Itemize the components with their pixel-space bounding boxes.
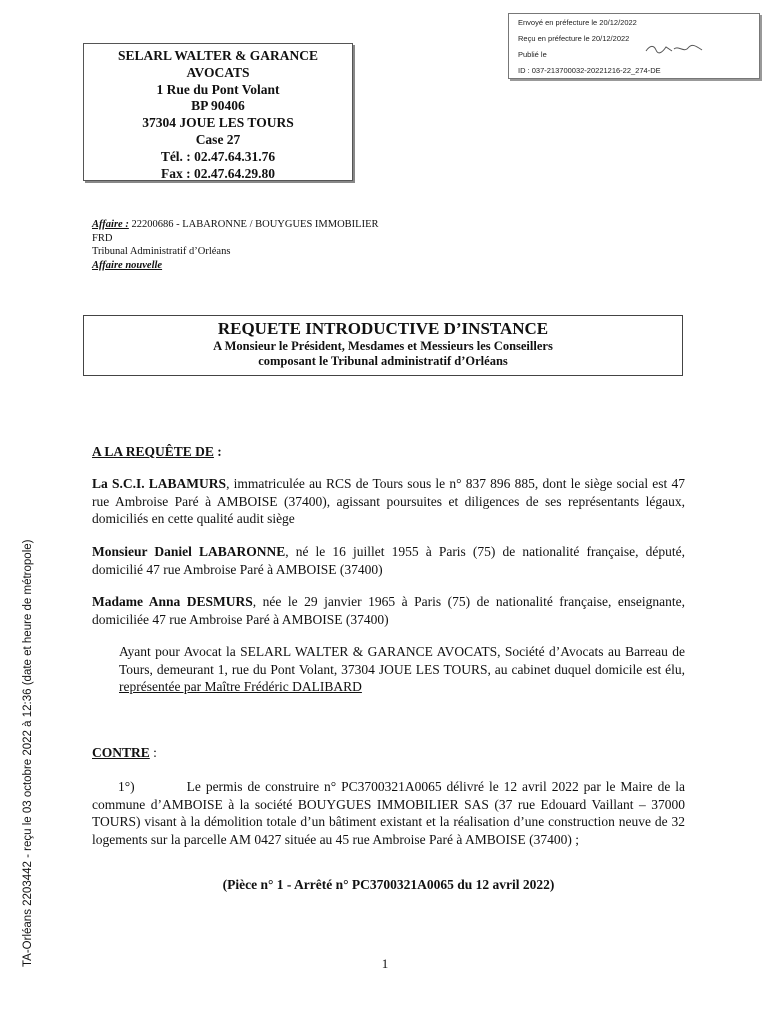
firm-address: 1 Rue du Pont Volant [156, 81, 280, 97]
plaintiff-monsieur-details: , né le 16 juillet 1955 à Paris (75) de nationalité française, député, domicilié 47 rue Ambroise Paré à AMBOISE (37400) [92, 544, 686, 577]
firm-bp: BP 90406 [191, 98, 245, 114]
contre-heading: CONTRE [92, 745, 150, 760]
stamp-published-line: Publié le [518, 50, 547, 59]
case-frd: FRD [92, 232, 113, 244]
prefecture-stamp [508, 13, 760, 79]
plaintiff-sci-name: La S.C.I. LABAMURS [92, 476, 227, 491]
plaintiff-sci [92, 475, 685, 528]
stamp-received-line: Reçu en préfecture le 20/12/2022 [518, 34, 630, 43]
firm-letterhead [83, 43, 353, 181]
registry-margin-note: TA-Orléans 2203442 - reçu le 03 octobre 2022 à 12:36 (date et heure de métropole) [22, 539, 34, 967]
requete-heading-colon: : [213, 444, 222, 459]
contested-item-number: 1°) [118, 779, 135, 794]
contre-heading-line [92, 744, 157, 762]
case-line [92, 218, 379, 232]
page-number: 1 [381, 956, 389, 971]
counsel-text: Ayant pour Avocat la SELARL WALTER & GARANCE AVOCATS, Société d’Avocats au Barreau de Tours, demeurant 1, rue du Pont Volant, 37304 JOUE LES TOURS, au cabinet duquel domicile est élu, [119, 644, 685, 677]
plaintiff-monsieur [92, 543, 685, 578]
case-reference [92, 218, 379, 272]
case-label: Affaire : [92, 219, 129, 230]
exhibit-reference: (Pièce n° 1 - Arrêté n° PC3700321A0065 du 12 avril 2022) [222, 877, 555, 892]
counsel-representative: représentée par Maître Frédéric DALIBARD [119, 679, 362, 694]
firm-subtitle: AVOCATS [186, 64, 250, 80]
counsel-paragraph [119, 643, 685, 696]
firm-case: Case 27 [195, 131, 241, 147]
plaintiff-madame [92, 593, 685, 628]
requete-heading-line [92, 443, 222, 461]
firm-city: 37304 JOUE LES TOURS [142, 115, 294, 131]
stamp-signature-icon [644, 43, 704, 55]
plaintiff-sci-details: , immatriculée au RCS de Tours sous le n° 837 896 885, dont le siège social est 47 rue Ambroise Paré à AMBOISE (37400), agissant poursuites et diligences de ses représentants légaux, domiciliés en cette qualité audit siège [92, 476, 685, 526]
stamp-id-line: ID : 037-213700032-20221216-22_274-DE [518, 66, 661, 75]
document-addressee-2: composant le Tribunal administratif d’Orléans [258, 354, 508, 368]
firm-name: SELARL WALTER & GARANCE [118, 48, 318, 63]
document-title-box [83, 315, 683, 376]
stamp-sent-line: Envoyé en préfecture le 20/12/2022 [518, 18, 637, 27]
contested-item-text: Le permis de construire n° PC3700321A0065 délivré le 12 avril 2022 par le Maire de la commune d’AMBOISE à la société BOUYGUES IMMOBILIER SAS (37 rue Edouard Vaillant – 37000 TOURS) visant à la démolition totale d’un bâtiment existant et la réalisation d’une construction neuve de 32 logements sur la parcelle AM 0427 située au 45 rue Ambroise Paré à AMBOISE (37400) ; [92, 779, 685, 847]
case-new: Affaire nouvelle [92, 259, 163, 271]
case-tribunal: Tribunal Administratif d’Orléans [92, 246, 231, 257]
contre-heading-colon: : [149, 745, 157, 760]
plaintiff-monsieur-name: Monsieur Daniel LABARONNE [92, 544, 286, 559]
firm-tel: Tél. : 02.47.64.31.76 [160, 148, 276, 164]
contested-decision [92, 778, 685, 848]
requete-heading: A LA REQUÊTE DE [92, 444, 214, 459]
case-value: 22200686 - LABARONNE / BOUYGUES IMMOBILIER [128, 219, 379, 230]
plaintiff-madame-details: , née le 29 janvier 1965 à Paris (75) de nationalité française, enseignante, domiciliée 47 rue Ambroise Paré à AMBOISE (37400) [92, 594, 685, 627]
firm-fax: Fax : 02.47.64.29.80 [161, 165, 275, 181]
plaintiff-madame-name: Madame Anna DESMURS [92, 594, 253, 609]
document-addressee-1: A Monsieur le Président, Mesdames et Messieurs les Conseillers [213, 339, 553, 353]
document-title: REQUETE INTRODUCTIVE D’INSTANCE [217, 319, 549, 338]
